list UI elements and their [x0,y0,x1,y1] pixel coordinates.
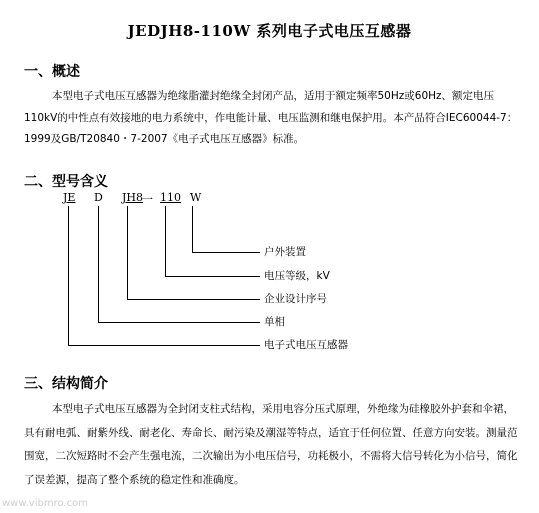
connector-line-jh8 [127,299,260,300]
section-heading-overview: 一、概述 [24,64,80,80]
overview-paragraph: 本型电子式电压互感器为绝缘脂灌封绝缘全封闭产品，适用于额定频率50Hz或60Hz、额定电压110kV的中性点有效接地的电力系统中，作电能计量、电压监测和继电保护用。本产品符合IEC60044-7：1999及GB/T20840・7-2007《电子式电压互感器》标准。 [24,90,518,145]
connector-line-je [68,345,260,346]
model-part-dash: 一 [142,193,153,206]
model-label-device-type: 电子式电压互感器 [264,339,348,351]
model-part-je: JE [63,191,76,204]
model-part-110: 110 [160,191,181,204]
model-label-design-no: 企业设计序号 [264,293,327,305]
structure-paragraph: 本型电子式电压互感器为全封闭支柱式结构，采用电容分压式原理，外绝缘为硅橡胶外护套和伞裙，具有耐电弧、耐紫外线、耐老化、寿命长、耐污染及潮湿等特点，适宜于任何位置、任意方向安装。测量范围宽，二次短路时不会产生强电流，二次输出为小电压信号，功耗极小，不需将大信号转化为小信号，简化了误差源，提高了整个系统的稳定性和准确度。 [24,403,518,486]
connector-line-110 [165,276,260,277]
connector-line-110 [165,206,166,276]
connector-line-jh8 [127,206,128,299]
connector-line-d [98,206,99,322]
model-label-outdoor: 户外装置 [264,246,306,258]
model-part-w: W [190,191,202,204]
section-heading-structure: 三、结构简介 [24,376,108,392]
model-part-d: D [94,191,103,204]
connector-line-d [98,322,260,323]
document-title: JEDJH8-110W 系列电子式电压互感器 [127,22,412,40]
section-heading-model-meaning: 二、型号含义 [24,174,108,190]
connector-line-w [192,206,193,252]
watermark: www.vibmro.com [2,498,88,509]
connector-line-w [192,252,260,253]
model-label-single-phase: 单相 [264,316,285,328]
model-label-voltage: 电压等级，kV [264,270,330,282]
connector-line-je [68,206,69,345]
model-part-jh8: JH8 [122,191,144,204]
